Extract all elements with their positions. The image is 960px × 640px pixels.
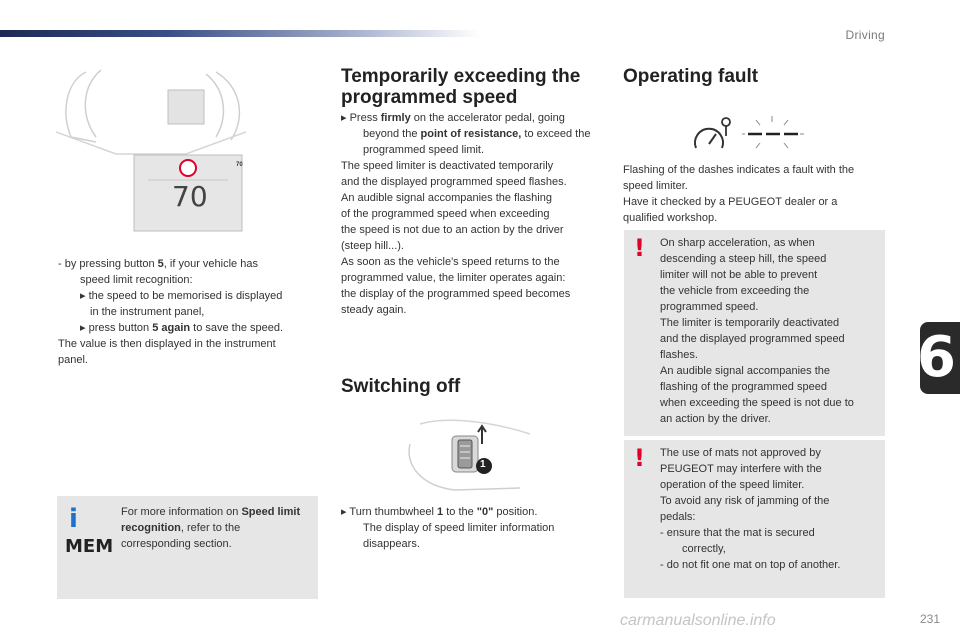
left-line-2: speed limit recognition: xyxy=(80,274,193,286)
info-box-text: For more information on Speed limit recognition, refer to the corresponding section. xyxy=(121,506,301,550)
left-line-6: The value is then displayed in the instrument xyxy=(58,338,276,350)
warning-exclamation-icon: ! xyxy=(634,444,645,472)
heading-operating-fault: Operating fault xyxy=(623,66,759,87)
steering-stalk-figure xyxy=(400,414,540,494)
header-color-bar xyxy=(0,30,480,37)
left-line-1: - by pressing button 5, if your vehicle has xyxy=(58,258,258,270)
warning-1-text: On sharp acceleration, as when descending a steep hill, the speed limiter will not be able to prevent the vehicle from exceeding the programmed speed. The limiter is temporarily deactivated and the displayed programmed speed flashes. An audible signal accompanies the flashing of the programmed speed when exceeding the speed is not due to an action by the driver. xyxy=(660,237,854,425)
mem-icon: MEM xyxy=(65,536,114,557)
middle-para-line: As soon as the vehicle's speed returns to the xyxy=(341,256,560,268)
thumbwheel-callout-label: 1 xyxy=(480,459,486,470)
switching-off-line: The display of speed limiter information xyxy=(363,522,555,534)
left-line-4: in the instrument panel, xyxy=(90,306,205,318)
switching-off-text xyxy=(341,504,603,552)
arrow-bullet-icon: ▸ xyxy=(80,322,86,334)
watermark: carmanualsonline.info xyxy=(620,612,776,629)
operating-fault-text xyxy=(623,162,888,226)
fault-line: speed limiter. xyxy=(623,180,688,192)
middle-para-line: the display of the programmed speed becomes xyxy=(341,288,571,300)
instrument-panel-figure xyxy=(56,62,246,234)
speedometer-dashes-icon xyxy=(690,112,810,156)
page-number: 231 xyxy=(919,612,940,626)
warning-box-mats xyxy=(624,440,885,598)
warning-2-text: The use of mats not approved by PEUGEOT may interfere with the operation of the speed limiter. To avoid any risk of jamming of the pedals: - ensure that the mat is secured correctly, - do not fit one mat on top of another. xyxy=(660,447,841,571)
warning-box-acceleration xyxy=(624,230,885,436)
info-icon: i xyxy=(69,504,78,534)
thumbwheel-bullet: ▸ Turn thumbwheel 1 to the "0" position. xyxy=(341,506,538,518)
section-label: Driving xyxy=(845,28,885,42)
chapter-number: 6 xyxy=(917,325,956,390)
speed-display-value: 70 xyxy=(172,180,208,213)
switching-off-line: disappears. xyxy=(363,538,420,550)
middle-para-line: the speed is not due to an action by the driver xyxy=(341,224,564,236)
middle-para-line: steady again. xyxy=(341,304,407,316)
left-line-5: ▸ press button 5 again to save the speed. xyxy=(80,322,284,334)
speed-limit-badge-text: 70 xyxy=(236,162,243,168)
heading-temporarily-exceeding: Temporarily exceeding the programmed speed xyxy=(341,66,581,108)
left-line-3: ▸ the speed to be memorised is displayed xyxy=(80,290,283,302)
fault-indicator-figure xyxy=(690,112,810,156)
middle-para-line: programmed value, the limiter operates again: xyxy=(341,272,566,284)
arrow-bullet-icon: ▸ xyxy=(341,506,347,518)
info-box-mem xyxy=(57,496,318,599)
middle-para-line: and the displayed programmed speed flashes. xyxy=(341,176,567,188)
thumbwheel-illustration xyxy=(400,414,540,494)
left-column-text xyxy=(58,256,320,368)
arrow-bullet-icon: ▸ xyxy=(341,112,347,124)
instrument-panel-illustration xyxy=(56,62,246,234)
accelerator-bullet: ▸ Press firmly on the accelerator pedal, going beyond the point of resistance, to exceed the programmed speed limit. xyxy=(341,112,591,156)
fault-line: Flashing of the dashes indicates a fault with the xyxy=(623,164,855,176)
left-line-7: panel. xyxy=(58,354,88,366)
middle-para-line: (steep hill...). xyxy=(341,240,404,252)
arrow-bullet-icon: ▸ xyxy=(80,290,86,302)
middle-para-line: The speed limiter is deactivated temporarily xyxy=(341,160,554,172)
heading-switching-off: Switching off xyxy=(341,376,461,397)
warning-exclamation-icon: ! xyxy=(634,234,645,262)
middle-para-line: An audible signal accompanies the flashing xyxy=(341,192,552,204)
middle-column-text xyxy=(341,110,603,318)
fault-line: qualified workshop. xyxy=(623,212,718,224)
middle-para-line: of the programmed speed when exceeding xyxy=(341,208,550,220)
fault-line: Have it checked by a PEUGEOT dealer or a xyxy=(623,196,838,208)
